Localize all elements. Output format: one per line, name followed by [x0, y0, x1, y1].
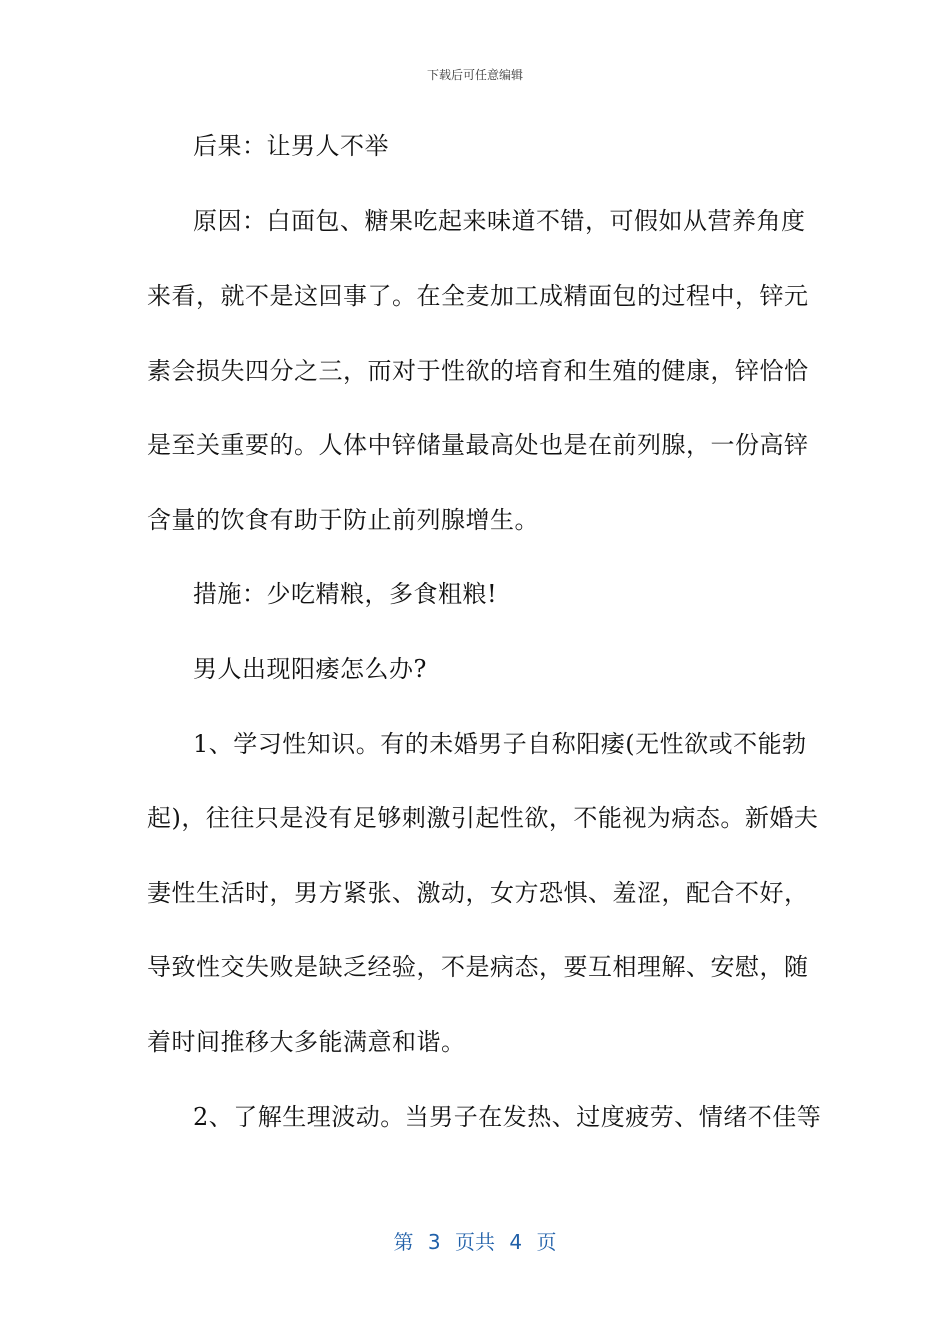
- footer-page-number: 3: [427, 1230, 441, 1254]
- item-1-line-4: 导致性交失败是缺乏经验，不是病态，要互相理解、安慰，随: [147, 953, 809, 981]
- footer-label-ye: 页: [536, 1230, 557, 1254]
- paragraph-reason-line-2: 来看，就不是这回事了。在全麦加工成精面包的过程中，锌元: [147, 282, 809, 310]
- section-heading: 男人出现阳痿怎么办?: [193, 655, 427, 683]
- paragraph-reason-line-5: 含量的饮食有助于防止前列腺增生。: [147, 506, 539, 534]
- footer-label-di: 第: [393, 1230, 414, 1254]
- page-footer: [0, 1226, 950, 1255]
- paragraph-reason-line-1: 原因：白面包、糖果吃起来味道不错，可假如从营养角度: [193, 207, 806, 235]
- footer-label-ye-gong: 页共: [455, 1230, 495, 1254]
- paragraph-measures: 措施：少吃精粮，多食粗粮!: [193, 580, 498, 608]
- paragraph-consequence: 后果：让男人不举: [193, 132, 389, 160]
- footer-total-pages: 4: [509, 1230, 523, 1254]
- item-1-line-2: 起)，往往只是没有足够刺激引起性欲，不能视为病态。新婚夫: [147, 804, 819, 832]
- paragraph-reason-line-4: 是至关重要的。人体中锌储量最高处也是在前列腺，一份高锌: [147, 431, 809, 459]
- paragraph-reason-line-3: 素会损失四分之三，而对于性欲的培育和生殖的健康，锌恰恰: [147, 357, 809, 385]
- item-2-line-1: 2、了解生理波动。当男子在发热、过度疲劳、情绪不佳等: [193, 1103, 822, 1131]
- item-1-line-3: 妻性生活时，男方紧张、激动，女方恐惧、羞涩，配合不好，: [147, 879, 809, 907]
- item-1-line-5: 着时间推移大多能满意和谐。: [147, 1028, 466, 1056]
- item-1-line-1: 1、学习性知识。有的未婚男子自称阳痿(无性欲或不能勃: [193, 730, 807, 758]
- page-header: 下载后可任意编辑: [426, 68, 523, 82]
